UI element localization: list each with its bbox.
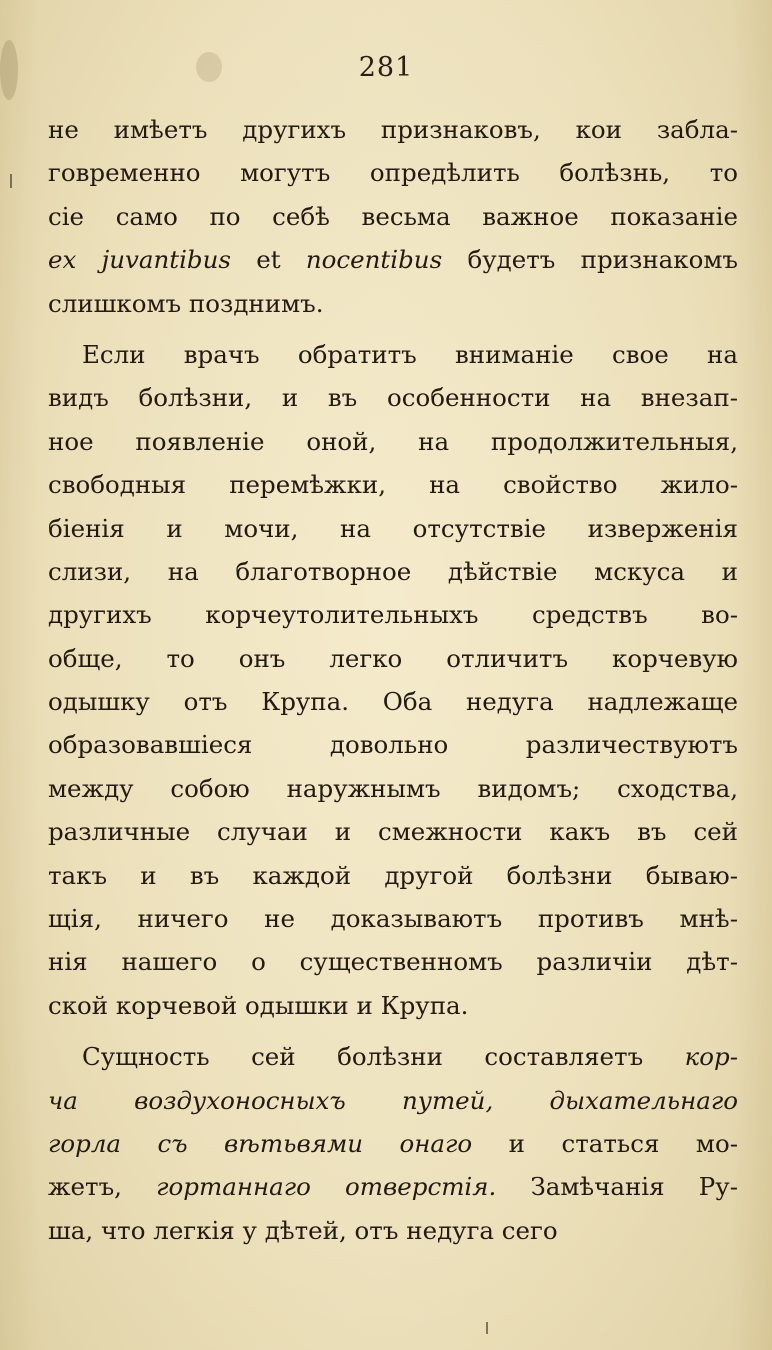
text-line: [48, 1035, 738, 1078]
text-segment: такъ и въ каждой другой болѣзни бываю-: [48, 860, 738, 890]
text-line: [48, 854, 738, 897]
text-segment: жетъ,: [48, 1172, 157, 1202]
text-line: [48, 1079, 738, 1122]
text-line: [48, 376, 738, 419]
text-line: [48, 550, 738, 593]
text-line: [48, 333, 738, 376]
text-segment: будетъ признакомъ: [442, 245, 738, 275]
margin-mark: [486, 1322, 488, 1334]
text-segment: ской корчевой одышки и Крупа.: [48, 990, 469, 1020]
italic-text: nocentibus: [305, 245, 443, 275]
text-segment: et: [230, 245, 306, 275]
text-segment: обще, то онъ легко отличитъ корчевую: [48, 643, 738, 673]
text-line: [48, 984, 738, 1027]
text-segment: ша, что легкія у дѣтей, отъ недуга сего: [48, 1215, 558, 1245]
text-line: [48, 723, 738, 766]
text-segment: свободныя перемѣжки, на свойство жило-: [48, 470, 738, 500]
text-segment: различные случаи и смежности какъ въ сей: [48, 817, 738, 847]
text-line: [48, 420, 738, 463]
text-segment: и статься мо-: [472, 1128, 738, 1158]
text-segment: біенія и мочи, на отсутствіе изверженія: [48, 513, 738, 543]
text-line: [48, 897, 738, 940]
paragraph: [48, 333, 738, 1027]
text-segment: другихъ корчеутолительныхъ средствъ во-: [48, 600, 738, 630]
italic-text: ча воздухоносныхъ путей, дыхательнаго: [48, 1085, 738, 1115]
text-segment: щія, ничего не доказываютъ противъ мнѣ-: [48, 904, 738, 934]
text-segment: между собою наружнымъ видомъ; сходства,: [48, 773, 738, 803]
text-segment: образовавшіеся довольно различествуютъ: [48, 730, 738, 760]
text-line: [48, 195, 738, 238]
italic-text: кор-: [684, 1042, 738, 1072]
text-segment: не имѣетъ другихъ признаковъ, кои забла-: [48, 115, 738, 144]
text-segment: Сущность сей болѣзни составляетъ: [82, 1042, 685, 1072]
italic-text: горла съ вѣтьвями онаго: [48, 1128, 473, 1158]
text-segment: ное появленіе оной, на продолжительныя,: [48, 426, 738, 456]
text-segment: нія нашего о существенномъ различіи дѣт-: [48, 947, 738, 977]
text-segment: видъ болѣзни, и въ особенности на внезап-: [48, 383, 738, 413]
text-segment: сіе само по себѣ весьма важное показаніе: [48, 201, 738, 231]
text-segment: говременно могутъ опредѣлить болѣзнь, то: [48, 158, 738, 188]
text-segment: одышку отъ Крупа. Оба недуга надлежаще: [48, 687, 738, 717]
text-line: [48, 238, 738, 281]
text-line: [48, 767, 738, 810]
text-segment: слизи, на благотворное дѣйствіе мскуса и: [48, 556, 738, 586]
text-line: [48, 637, 738, 680]
text-segment: слишкомъ позднимъ.: [48, 288, 324, 318]
body-text: [48, 108, 738, 1252]
italic-text: гортаннаго отверстія.: [156, 1172, 497, 1202]
page-number: 281: [358, 52, 414, 83]
margin-mark: [10, 174, 12, 188]
text-line: [48, 593, 738, 636]
text-line: [48, 282, 738, 325]
text-line: [48, 810, 738, 853]
text-segment: Замѣчанія Ру-: [496, 1172, 738, 1202]
italic-text: ex juvantibus: [48, 245, 231, 275]
text-segment: Если врачъ обратитъ вниманіе свое на: [82, 339, 738, 369]
text-line: [48, 1122, 738, 1165]
text-line: [48, 463, 738, 506]
text-line: [48, 1165, 738, 1208]
text-line: [48, 108, 738, 151]
text-line: [48, 151, 738, 194]
paragraph: [48, 1035, 738, 1252]
text-line: [48, 680, 738, 723]
paragraph: [48, 108, 738, 325]
text-line: [48, 1209, 738, 1252]
text-line: [48, 940, 738, 983]
text-line: [48, 507, 738, 550]
